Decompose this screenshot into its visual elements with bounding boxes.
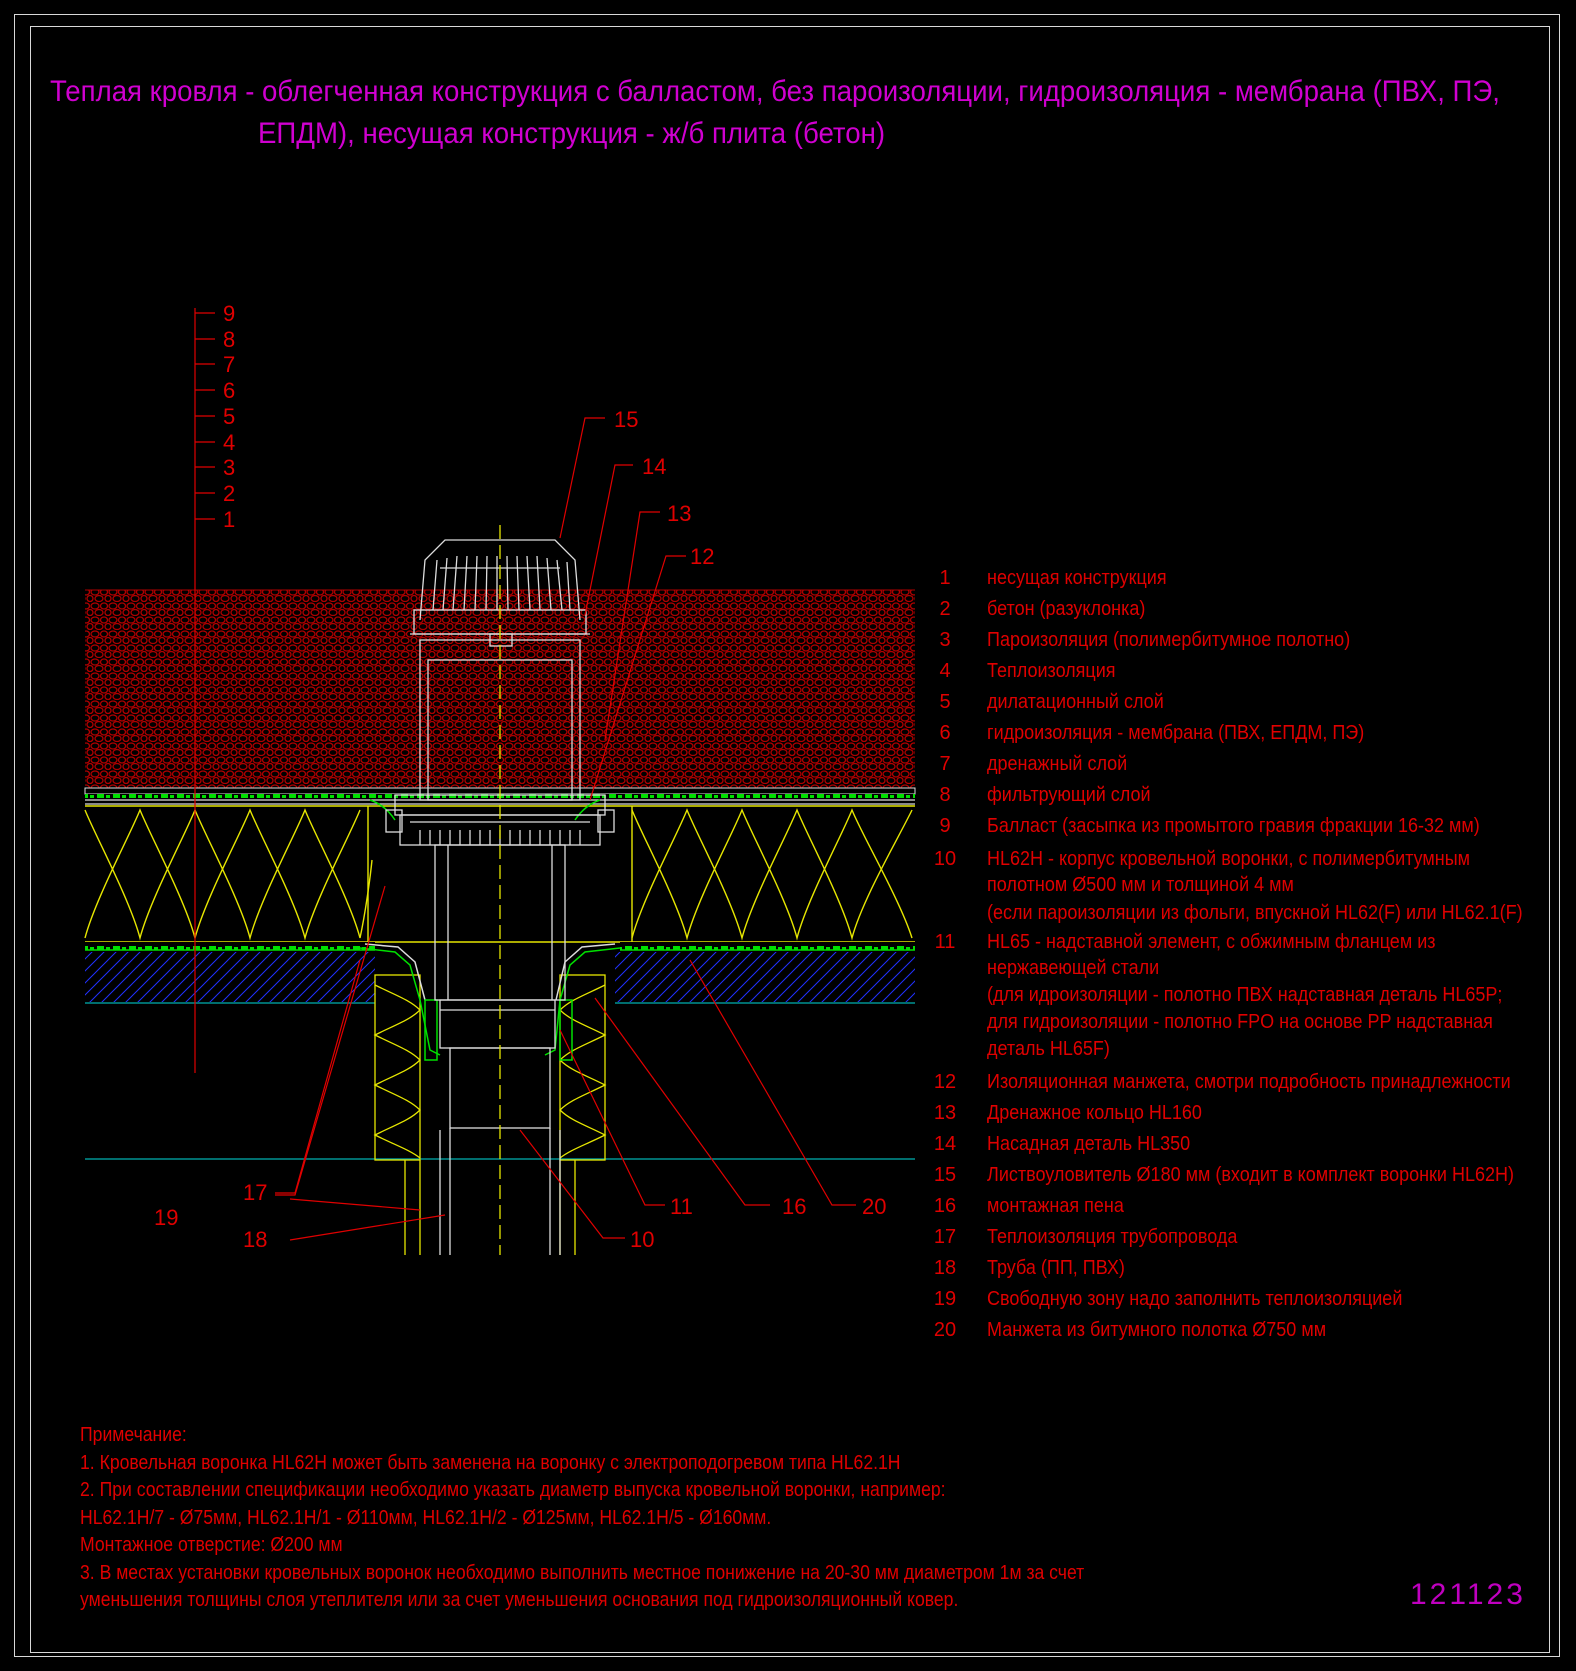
- legend-text: Теплоизоляция: [987, 660, 1116, 682]
- legend-num: 11: [934, 931, 956, 953]
- callout-20: 20: [862, 1194, 887, 1219]
- callout-15: 15: [614, 407, 639, 432]
- note-line: 3. В местах установки кровельных воронок необходимо выполнить местное понижение на 20-30 мм диаметром 1м за счет: [80, 1561, 1085, 1584]
- notes: [80, 1422, 1221, 1615]
- legend-text: для гидроизоляции - полотно FPO на основе PP надставная: [987, 1011, 1493, 1033]
- note-line: Монтажное отверстие: Ø200 мм: [80, 1534, 343, 1556]
- legend-text: (если пароизоляции из фольги, впускной HL62(F) или HL62.1(F): [987, 902, 1523, 924]
- legend-text: бетон (разуклонка): [987, 598, 1146, 620]
- layer-mark-4: 4: [223, 430, 236, 455]
- note-heading: Примечание:: [80, 1424, 187, 1446]
- layer-mark-8: 8: [223, 327, 236, 352]
- note-line: уменьшения толщины слоя утеплителя или за счет уменьшения основания под гидроизоляционный ковер.: [80, 1589, 959, 1611]
- callout-10: 10: [630, 1227, 655, 1252]
- callout-12: 12: [690, 544, 715, 569]
- legend-text: (для идроизоляции - полотно ПВХ надставная деталь HL65P;: [987, 984, 1503, 1006]
- callout-17: 17: [243, 1180, 268, 1205]
- layer-marks: [223, 301, 235, 532]
- layer-mark-3: 3: [223, 455, 236, 480]
- legend-text: несущая конструкция: [987, 567, 1167, 589]
- legend-text: HL62H - корпус кровельной воронки, с полимербитумным: [987, 848, 1471, 870]
- legend-text: Листвоуловитель Ø180 мм (входит в комплект воронки HL62H): [987, 1164, 1515, 1186]
- callout-16: 16: [782, 1194, 807, 1219]
- layer-mark-2: 2: [223, 481, 236, 506]
- legend-num: 15: [933, 1164, 957, 1186]
- legend-text: Пароизоляция (полимербитумное полотно): [987, 629, 1351, 651]
- note-line: HL62.1H/7 - Ø75мм, HL62.1H/1 - Ø110мм, HL62.1H/2 - Ø125мм, HL62.1H/5 - Ø160мм.: [80, 1506, 772, 1529]
- callout-leaders: [275, 418, 856, 1240]
- legend-text: деталь HL65F): [987, 1038, 1110, 1060]
- legend-num: 3: [939, 629, 951, 651]
- legend-num: 18: [933, 1257, 957, 1279]
- layer-mark-1: 1: [223, 507, 236, 532]
- layer-mark-7: 7: [223, 352, 236, 377]
- legend-num: 12: [933, 1071, 957, 1093]
- callout-13: 13: [667, 501, 692, 526]
- callout-labels: [154, 407, 886, 1252]
- legend-text: Дренажное кольцо HL160: [987, 1102, 1202, 1124]
- legend-num: 16: [933, 1195, 957, 1217]
- legend-text: Свободную зону надо заполнить теплоизоляцией: [987, 1288, 1403, 1310]
- layer-mark-9: 9: [223, 301, 236, 326]
- legend-text: дилатационный слой: [987, 691, 1164, 713]
- legend-text: нержавеющей стали: [987, 957, 1160, 979]
- callout-18: 18: [243, 1227, 268, 1252]
- legend-text: Насадная деталь HL350: [987, 1133, 1191, 1155]
- legend-num: 9: [939, 815, 951, 837]
- legend-num: 7: [939, 753, 951, 775]
- legend-num: 20: [933, 1319, 957, 1341]
- legend-num: 1: [939, 567, 951, 589]
- legend-text: Манжета из битумного полотка Ø750 мм: [987, 1319, 1327, 1341]
- legend-text: полотном Ø500 мм и толщиной 4 мм: [987, 874, 1294, 896]
- legend-num: 8: [939, 784, 951, 806]
- slab-pipe-insulation: [375, 975, 605, 1255]
- legend-text: монтажная пена: [987, 1195, 1124, 1217]
- legend-text: гидроизоляция - мембрана (ПВХ, ЕПДМ, ПЭ): [987, 722, 1365, 744]
- legend-text: HL65 - надставной элемент, с обжимным фланцем из: [987, 931, 1436, 953]
- note-line: 1. Кровельная воронка HL62H может быть заменена на воронку с электроподогревом типа HL62.1H: [80, 1451, 901, 1474]
- legend-num: 17: [933, 1226, 957, 1248]
- drawing-code: 121123: [1410, 1578, 1526, 1611]
- legend-num: 5: [939, 691, 951, 713]
- note-line: 2. При составлении спецификации необходимо указать диаметр выпуска кровельной воронки, например:: [80, 1479, 946, 1501]
- legend-num: 4: [939, 660, 951, 682]
- legend-num: 6: [939, 722, 951, 744]
- legend-text: фильтрующий слой: [987, 784, 1151, 806]
- callout-19: 19: [154, 1205, 179, 1230]
- legend-text: Теплоизоляция трубопровода: [987, 1226, 1238, 1248]
- legend-num: 19: [933, 1288, 957, 1310]
- title-line-1: Теплая кровля - облегченная конструкция с балластом, без пароизоляции, гидроизоляция - мембрана (ПВХ, ПЭ,: [50, 75, 1500, 108]
- layer-mark-6: 6: [223, 378, 236, 403]
- title-line-2: ЕПДМ), несущая конструкция - ж/б плита (бетон): [258, 117, 886, 150]
- legend-num: 10: [933, 848, 957, 870]
- legend-num: 13: [933, 1102, 957, 1124]
- legend-num: 2: [939, 598, 951, 620]
- callout-14: 14: [642, 454, 667, 479]
- legend-num: 14: [933, 1133, 957, 1155]
- legend-text: Балласт (засыпка из промытого гравия фракции 16-32 мм): [987, 815, 1480, 837]
- legend-text: Труба (ПП, ПВХ): [987, 1257, 1125, 1279]
- layer-mark-5: 5: [223, 404, 236, 429]
- legend-text: дренажный слой: [987, 753, 1128, 775]
- callout-11: 11: [670, 1194, 693, 1219]
- legend-text: Изоляционная манжета, смотри подробность принадлежности: [987, 1071, 1511, 1093]
